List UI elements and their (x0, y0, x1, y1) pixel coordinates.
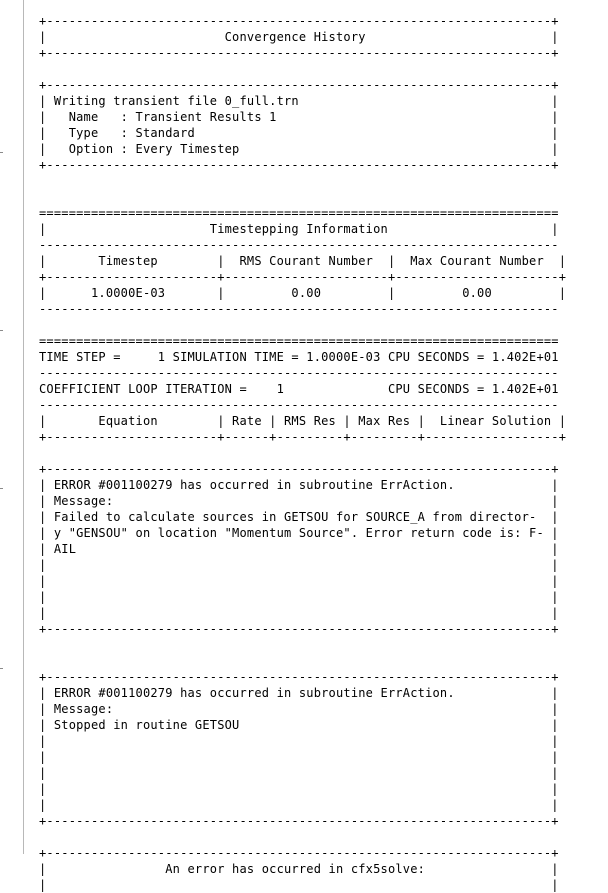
log-line: | Name : Transient Results 1 | (39, 110, 559, 124)
log-line: | Message: | (39, 494, 559, 508)
log-line: | AIL | (39, 542, 559, 556)
log-line: | Convergence History | (39, 30, 559, 44)
gutter-tick (0, 488, 3, 489)
log-line (39, 637, 566, 653)
log-line: | | (39, 590, 559, 604)
log-line (39, 61, 566, 77)
log-line: | Equation | Rate | RMS Res | Max Res | Linear Solution | (39, 414, 567, 428)
solver-log-text (39, 13, 566, 893)
log-line: | Timestep | RMS Courant Number | Max Courant Number | (39, 254, 567, 268)
log-line: | Type : Standard | (39, 126, 559, 140)
log-line: | Option : Every Timestep | (39, 142, 559, 156)
log-line: | | (39, 798, 559, 812)
log-line: | Message: | (39, 702, 559, 716)
log-line: TIME STEP = 1 SIMULATION TIME = 1.0000E-03 CPU SECONDS = 1.402E+01 (39, 350, 559, 364)
log-line (39, 445, 566, 461)
log-line: | ERROR #001100279 has occurred in subroutine ErrAction. | (39, 686, 559, 700)
gutter-tick (0, 152, 3, 153)
log-line: ====================================================================== (39, 334, 559, 348)
log-line: COEFFICIENT LOOP ITERATION = 1 CPU SECONDS = 1.402E+01 (39, 382, 559, 396)
log-line: ---------------------------------------------------------------------- (39, 398, 559, 412)
log-line: +-----------------------+----------------------+----------------------+ (39, 270, 567, 284)
log-line: | | (39, 782, 559, 796)
gutter-tick (0, 330, 3, 331)
gutter-tick (0, 668, 3, 669)
log-line: +--------------------------------------------------------------------+ (39, 670, 559, 684)
log-line (39, 317, 566, 333)
log-line: | | (39, 574, 559, 588)
log-line: +--------------------------------------------------------------------+ (39, 462, 559, 476)
log-line: | 1.0000E-03 | 0.00 | 0.00 | (39, 286, 567, 300)
log-line: | ERROR #001100279 has occurred in subroutine ErrAction. | (39, 478, 559, 492)
log-line: | y "GENSOU" on location "Momentum Source". Error return code is: F- | (39, 526, 559, 540)
log-line: ---------------------------------------------------------------------- (39, 366, 559, 380)
log-line: | Stopped in routine GETSOU | (39, 718, 559, 732)
log-line: +--------------------------------------------------------------------+ (39, 846, 559, 860)
log-line (39, 189, 566, 205)
log-line: +--------------------------------------------------------------------+ (39, 814, 559, 828)
log-line: | | (39, 606, 559, 620)
log-line: | | (39, 750, 559, 764)
log-line: ====================================================================== (39, 206, 559, 220)
log-line: +--------------------------------------------------------------------+ (39, 46, 559, 60)
solver-log-pane[interactable] (24, 0, 608, 892)
log-line (39, 173, 566, 189)
log-line: | Failed to calculate sources in GETSOU for SOURCE_A from director- | (39, 510, 559, 524)
log-line: | An error has occurred in cfx5solve: | (39, 862, 559, 876)
log-line (39, 653, 566, 669)
log-line: +-----------------------+------+---------+---------+------------------+ (39, 430, 567, 444)
left-gutter (0, 0, 23, 854)
log-line (39, 829, 566, 845)
log-line: | | (39, 766, 559, 780)
log-line: | Writing transient file 0_full.trn | (39, 94, 559, 108)
log-line: ---------------------------------------------------------------------- (39, 302, 559, 316)
log-line: | | (39, 734, 559, 748)
log-line: +--------------------------------------------------------------------+ (39, 622, 559, 636)
log-line: | | (39, 558, 559, 572)
log-line: ---------------------------------------------------------------------- (39, 238, 559, 252)
log-line: | Timestepping Information | (39, 222, 559, 236)
log-line: +--------------------------------------------------------------------+ (39, 78, 559, 92)
log-line: | | (39, 878, 559, 892)
log-line: +--------------------------------------------------------------------+ (39, 14, 559, 28)
log-line: +--------------------------------------------------------------------+ (39, 158, 559, 172)
